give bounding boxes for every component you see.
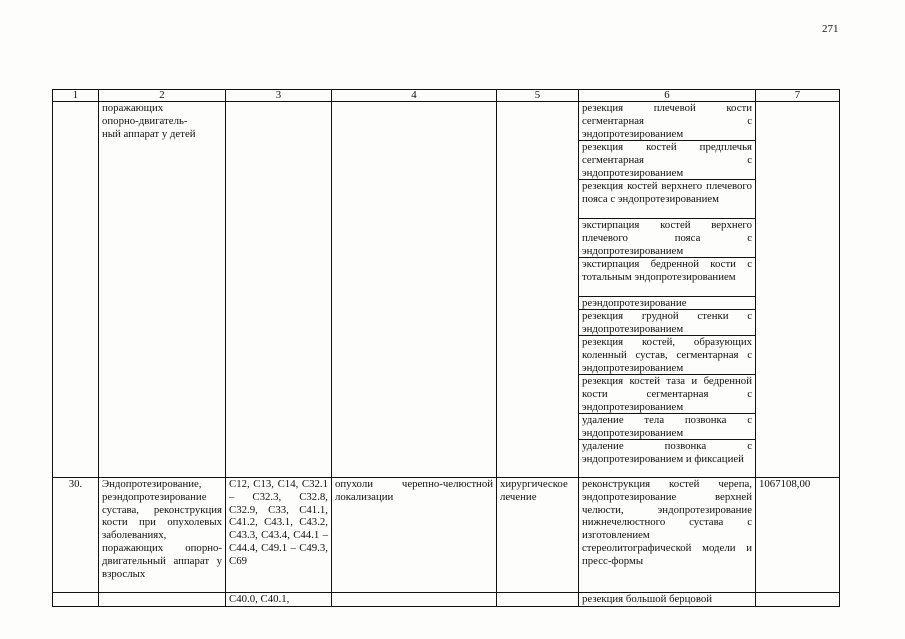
table-row-continuation (53, 102, 840, 478)
cell-cost: 1067108,00 (756, 478, 840, 593)
procedure-line: опорно-двигатель- (102, 114, 188, 127)
cell-methods (579, 102, 756, 478)
header-row (53, 90, 840, 102)
procedure-line: ный аппарат у детей (102, 127, 196, 140)
method-item: резекция костей верхнего плечевого пояса с эндопротезированием (579, 180, 755, 219)
method-item: экстирпация бедренной кости с тотальным эндопротезированием (579, 258, 755, 297)
cell-num (53, 102, 99, 478)
cell-cost (756, 593, 840, 607)
cell-codes: C12, C13, C14, C32.1 – C32.3, C32.8, C32.9, C33, C41.1, C41.2, C43.1, C43.2, C43.3, C43.4, C44.1 – C44.4, C49.1 – C49.3, C69 (226, 478, 332, 593)
cell-procedure-group (99, 102, 226, 478)
services-table (52, 89, 840, 607)
header-col-2: 2 (99, 90, 226, 102)
procedure-line: поражающих (102, 102, 164, 114)
method-item: реэндопротезирование (579, 297, 755, 310)
cell-codes: C40.0, C40.1, (226, 593, 332, 607)
method-item: резекция плечевой кости сегментарная с эндопротезированием (579, 102, 755, 141)
header-col-3: 3 (226, 90, 332, 102)
cell-treatment-type: хирургическое лечение (497, 478, 579, 593)
cell-num (53, 593, 99, 607)
method-item: удаление тела позвонка с эндопротезированием (579, 414, 755, 440)
cell-model (332, 593, 497, 607)
method-item: резекция костей таза и бедренной кости сегментарная с эндопротезированием (579, 375, 755, 414)
cell-codes (226, 102, 332, 478)
cell-procedure-group: Эндопротезирование, реэндопротезирование сустава, реконструкция кости при опухолевых заболеваниях, поражающих опорно-двигательный аппарат у взрослых (99, 478, 226, 593)
header-col-6: 6 (579, 90, 756, 102)
table-row-next (53, 593, 840, 607)
header-col-1: 1 (53, 90, 99, 102)
method-item: резекция костей, образующих коленный сустав, сегментарная с эндопротезированием (579, 336, 755, 375)
header-col-7: 7 (756, 90, 840, 102)
cell-treatment-type (497, 102, 579, 478)
row-number: 30. (53, 478, 99, 593)
method-item: резекция грудной стенки с эндопротезированием (579, 310, 755, 336)
method-item: экстирпация костей верхнего плечевого пояса с эндопротезированием (579, 219, 755, 258)
header-col-4: 4 (332, 90, 497, 102)
cell-methods: резекция большой берцовой (579, 593, 756, 607)
page-number: 271 (822, 23, 839, 35)
cell-methods: реконструкция костей черепа, эндопротезирование верхней челюсти, эндопротезирование нижнечелюстного сустава с изготовлением стереолитографической модели и пресс-формы (579, 478, 756, 593)
method-item: удаление позвонка с эндопротезированием и фиксацией (582, 440, 752, 465)
header-col-5: 5 (497, 90, 579, 102)
cell-model (332, 102, 497, 478)
cell-procedure-group (99, 593, 226, 607)
table-row-30 (53, 478, 840, 593)
method-item: резекция костей предплечья сегментарная с эндопротезированием (579, 141, 755, 180)
cell-treatment-type (497, 593, 579, 607)
cell-model: опухоли черепно-челюстной локализации (332, 478, 497, 593)
cell-cost (756, 102, 840, 478)
